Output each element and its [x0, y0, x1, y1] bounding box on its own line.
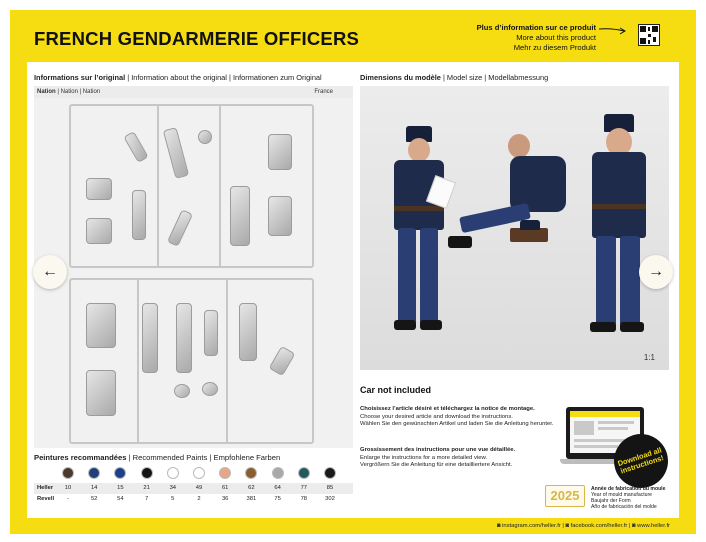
sprue-part [86, 178, 112, 200]
paint-code: 61 [221, 485, 229, 491]
sprue-part [230, 186, 250, 246]
figures-photo [360, 86, 669, 370]
more-info-fr[interactable]: Plus d’information sur ce produit [476, 23, 596, 32]
next-image-button[interactable] [639, 255, 673, 289]
paint-swatch [298, 467, 310, 479]
revell-paint-row: Revell - 52 54 7 5 2 36 381 75 78 302 [34, 494, 353, 505]
download-instructions-button[interactable]: Download all instructions! [607, 427, 675, 495]
prev-image-button[interactable] [33, 255, 67, 289]
instructions-download-text: Choisissez l’article désiré et téléchargez la notice de montage. Choose your desired article and download the instructions. Wählen Sie den gewünschten Artikel und laden Sie die Anleitung herunter. [360, 406, 554, 428]
paint-code: 85 [326, 485, 334, 491]
paint-code: 302 [325, 496, 335, 502]
more-info-text[interactable] [477, 23, 596, 53]
car-not-included-heading: Car not included [360, 385, 432, 395]
paint-code: 78 [300, 496, 308, 502]
arrow-right-icon: → [648, 263, 664, 280]
arrow-left-icon: ← [42, 263, 58, 280]
paint-code: 77 [300, 485, 308, 491]
paint-code: 49 [195, 485, 203, 491]
more-info-de[interactable]: Mehr zu diesem Produkt [513, 43, 596, 52]
suitcase [510, 228, 548, 242]
sprue-part [86, 303, 116, 348]
sprue-part [176, 303, 192, 373]
sprue-part [202, 382, 218, 396]
paint-swatch [167, 467, 179, 479]
social-links-footer[interactable]: ◙ instagram.com/heller.fr | ◙ facebook.com/heller.fr | ◙ www.heller.fr [497, 523, 670, 529]
sprue-part [268, 196, 292, 236]
sprue-part [268, 134, 292, 170]
paints-heading: Peintures recommandées | Recommended Paints | Empfohlene Farben [34, 453, 281, 462]
paint-code: 52 [90, 496, 98, 502]
original-info-heading: Informations sur l’original | Information about the original | Informationen zum Original [34, 73, 322, 82]
paint-code: 75 [274, 496, 281, 502]
paint-code: 10 [64, 485, 72, 491]
paint-code: 5 [171, 496, 175, 502]
scale-label: 1:1 [643, 353, 655, 362]
instructions-zoom-text: Grossissement des instructions pour une vue détaillée. Enlarge the instructions for a more detailed view. Vergrößern Sie die Anleitung für eine detailliertere Ansicht. [360, 447, 516, 469]
more-info-en[interactable]: More about this product [516, 33, 596, 42]
paint-code: 54 [117, 496, 124, 502]
heller-paint-row: Heller 10 14 15 21 34 49 61 62 64 77 85 [34, 483, 353, 494]
mould-year-text: Année de fabrication du moule Year of mould manufacture Baujahr der Form Año de fabricación del molde [591, 486, 666, 510]
qr-code-icon[interactable] [638, 24, 660, 46]
arrow-icon [598, 26, 632, 36]
paint-swatch [324, 467, 336, 479]
sprue-image [34, 98, 353, 448]
sprue-part [142, 303, 158, 373]
paint-code: 21 [143, 485, 150, 491]
sprue-part [239, 303, 257, 361]
paint-code: 62 [248, 485, 255, 491]
paint-swatch [62, 467, 74, 479]
sprue-part [204, 310, 218, 356]
nation-value: France [314, 89, 333, 95]
paint-code: - [67, 496, 69, 502]
paint-swatch [272, 467, 284, 479]
nation-row: Nation | Nation | Nation France [34, 86, 353, 98]
sprue-part [86, 218, 112, 244]
paint-code: 34 [169, 485, 177, 491]
sprue-part [86, 370, 116, 416]
sprue-part [198, 130, 212, 144]
paint-swatch [193, 467, 205, 479]
paint-code: 36 [221, 496, 229, 502]
model-size-heading: Dimensions du modèle | Model size | Modellabmessung [360, 73, 549, 82]
paint-code: 15 [117, 485, 124, 491]
paint-code: 381 [246, 496, 257, 502]
paint-code: 7 [144, 496, 149, 502]
product-title: FRENCH GENDARMERIE OFFICERS [34, 28, 360, 49]
paint-code: 14 [90, 485, 98, 491]
sprue-part [132, 190, 146, 240]
mould-year-badge: 2025 [545, 485, 585, 507]
sprue-part [174, 384, 190, 398]
paint-code: 64 [274, 485, 281, 491]
paint-code: 2 [197, 496, 201, 502]
paint-swatch [141, 467, 153, 479]
